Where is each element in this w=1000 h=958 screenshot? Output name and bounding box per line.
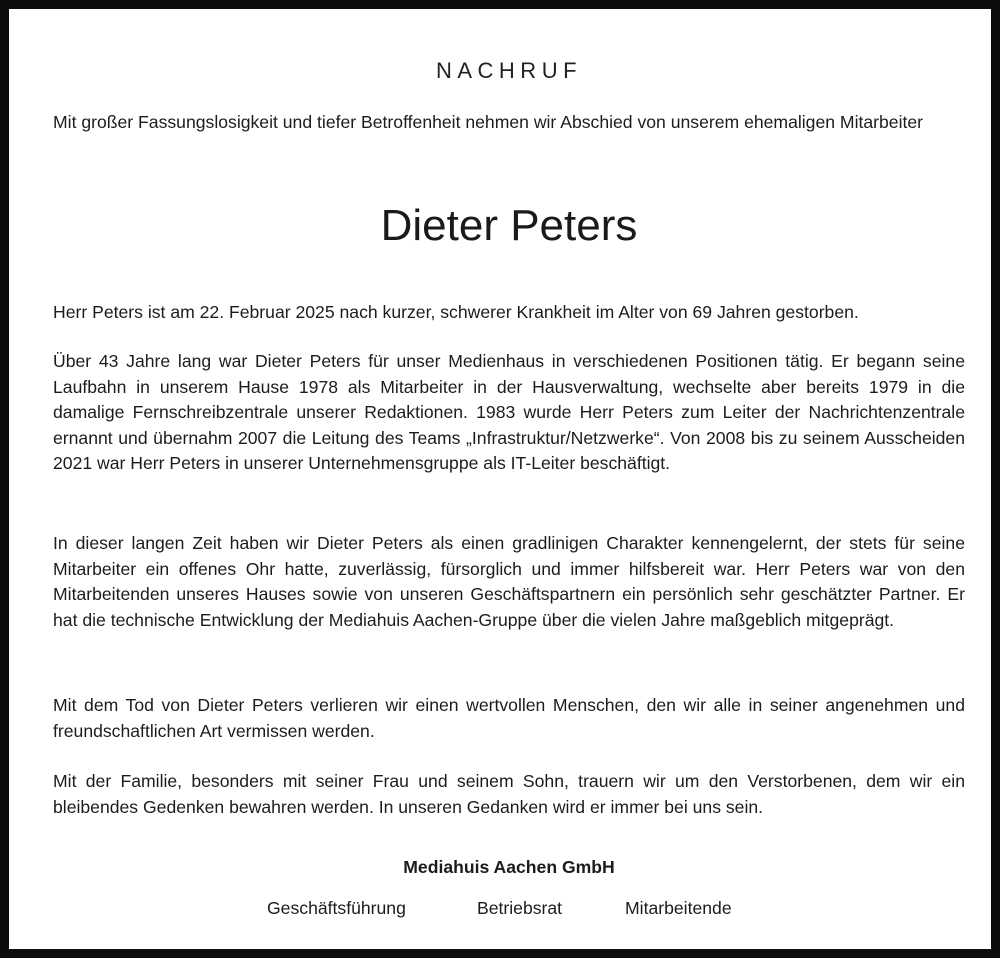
paragraph-character: In dieser langen Zeit haben wir Dieter Peters als einen gradlinigen Charakter kennengelernt, der stets für seine Mitarbeiter ein offenes Ohr hatte, zuverlässig, fürsorglich und immer hilfsbereit war. Herr Peters war von den Mitarbeitenden unseres Hauses sowie von unseren Geschäftspartnern ein persönlich sehr geschätzter Partner. Er hat die technische Entwicklung der Mediahuis Aachen-Gruppe über die vielen Jahre maßgeblich mitgeprägt. <box>53 533 965 630</box>
paragraph-death-notice: Herr Peters ist am 22. Februar 2025 nach kurzer, schwerer Krankheit im Alter von 69 Jahren gestorben. <box>53 302 859 322</box>
signatory-works-council: Betriebsrat <box>477 898 563 918</box>
company-name: Mediahuis Aachen GmbH <box>403 857 615 877</box>
paragraph-career: Über 43 Jahre lang war Dieter Peters für unser Medienhaus in verschiedenen Positionen tätig. Er begann seine Laufbahn in unserem Hause 1978 als Mitarbeiter in der Hausverwaltung, wechselte aber bereits 1979 in die damalige Fernschreibzentrale unserer Redaktionen. 1983 wurde Herr Peters zum Leiter der Nachrichtenzentrale ernannt und übernahm 2007 die Leitung des Teams „Infrastruktur/Netzwerke“. Von 2008 bis zu seinem Ausscheiden 2021 war Herr Peters in unserer Unternehmensgruppe als IT-Leiter beschäftigt. <box>53 351 965 473</box>
paragraph-loss: Mit dem Tod von Dieter Peters verlieren wir einen wertvollen Menschen, den wir alle in seiner angenehmen und freundschaftlichen Art vermissen werden. <box>53 695 965 741</box>
signatory-employees: Mitarbeitende <box>625 898 732 918</box>
signatory-management: Geschäftsführung <box>267 898 406 918</box>
paragraph-condolence: Mit der Familie, besonders mit seiner Frau und seinem Sohn, trauern wir um den Verstorbenen, dem wir ein bleibendes Gedenken bewahren werden. In unseren Gedanken wird er immer bei uns sein. <box>53 771 965 817</box>
intro-text: Mit großer Fassungslosigkeit und tiefer Betroffenheit nehmen wir Abschied von unserem ehemaligen Mitarbeiter <box>53 112 924 132</box>
deceased-name: Dieter Peters <box>380 201 638 250</box>
notice-heading: NACHRUF <box>435 58 583 83</box>
